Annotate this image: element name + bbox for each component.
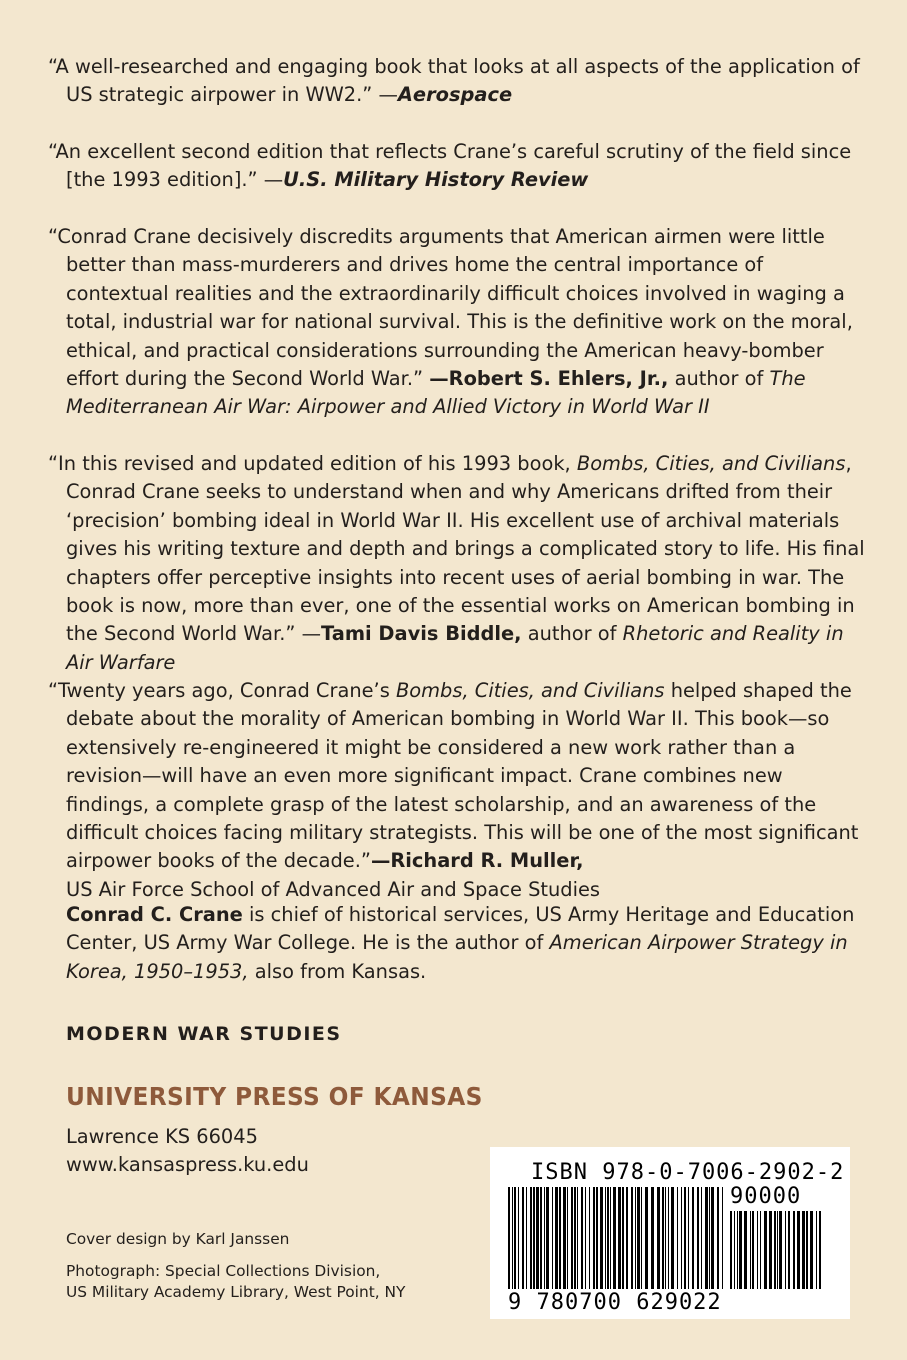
quote-author: —Richard R. Muller, <box>370 849 584 873</box>
barcode-bar <box>752 1211 754 1289</box>
quote-text: “A well-researched and engaging book that looks at all aspects of the application of US strategic airpower in WW2.” — <box>48 55 860 107</box>
barcode-bar <box>552 1187 553 1289</box>
barcode-bar <box>668 1187 669 1289</box>
barcode-bar <box>677 1187 678 1289</box>
barcode-bar <box>544 1187 545 1289</box>
quote-work-title: Rhetoric and Reality in Air Warfare <box>66 622 844 674</box>
barcode-bar <box>610 1187 611 1289</box>
barcode-bar <box>709 1187 710 1289</box>
barcode-bar <box>618 1187 621 1289</box>
barcode-bar <box>657 1187 660 1289</box>
barcode-bar <box>571 1187 573 1289</box>
quote-author: Tami Davis Biddle, <box>321 622 522 646</box>
author-bio <box>66 901 856 986</box>
barcode-bar <box>635 1187 636 1289</box>
barcode-bar <box>536 1187 539 1289</box>
barcode-bar <box>514 1187 516 1289</box>
barcode-bar <box>533 1187 535 1289</box>
barcode-bar <box>701 1187 702 1289</box>
author-name: Conrad C. Crane <box>66 903 243 926</box>
review-quote-biddle <box>48 450 866 677</box>
quote-text: “An excellent second edition that reflects Crane’s careful scrutiny of the field since [the 1993 edition].” — <box>48 140 852 192</box>
barcode-bar <box>645 1187 648 1289</box>
barcode-bar <box>626 1187 628 1289</box>
barcode-bar <box>705 1187 708 1289</box>
barcode-bar <box>684 1187 686 1289</box>
ean-digits: 9 780700 629022 <box>508 1290 722 1315</box>
barcode-bar <box>744 1211 747 1289</box>
isbn-barcode-panel <box>490 1147 850 1319</box>
barcode-bar <box>540 1187 542 1289</box>
barcode-bar <box>567 1187 568 1289</box>
barcode-bar <box>522 1187 524 1289</box>
publisher-address: Lawrence KS 66045 <box>66 1125 258 1148</box>
review-quote-ehlers <box>48 223 866 422</box>
photo-credit-line-1: Photograph: Special Collections Division, <box>66 1262 381 1280</box>
barcode-bar <box>593 1187 595 1289</box>
cover-design-credit: Cover design by Karl Janssen <box>66 1230 290 1248</box>
barcode-bar <box>631 1187 633 1289</box>
barcode-bar <box>739 1211 742 1289</box>
quote-author-suffix: author of <box>668 367 770 391</box>
quote-book-title: Bombs, Cities, and Civilians <box>576 452 846 475</box>
barcode-bar <box>508 1187 510 1289</box>
barcode-bar <box>555 1187 558 1289</box>
barcode-bar <box>681 1187 682 1289</box>
quote-author-affiliation: US Air Force School of Advanced Air and Space Studies <box>66 877 601 901</box>
review-quote-muller <box>48 677 866 904</box>
bio-text: also from Kansas. <box>248 959 427 983</box>
barcode-bar <box>596 1187 598 1289</box>
barcode-bar <box>637 1187 640 1289</box>
barcode-bar <box>622 1187 624 1289</box>
barcode-bar <box>589 1187 590 1289</box>
series-title: MODERN WAR STUDIES <box>66 1023 342 1045</box>
barcode-bar <box>737 1211 738 1289</box>
review-quote-military-history <box>48 138 866 195</box>
barcode-bar <box>734 1211 735 1289</box>
quote-source: U.S. Military History Review <box>283 168 589 192</box>
barcode-bar <box>546 1187 549 1289</box>
isbn-label: ISBN 978-0-7006-2902-2 <box>531 1160 845 1185</box>
barcode-bar <box>816 1211 817 1289</box>
barcode-bar <box>730 1211 732 1289</box>
barcode-bar <box>819 1211 821 1289</box>
barcode-bar <box>600 1187 603 1289</box>
barcode-bar <box>750 1211 751 1289</box>
barcode-bar <box>764 1211 767 1289</box>
barcode-bar <box>810 1211 813 1289</box>
quote-text: helped shaped the debate about the morality of American bombing in World War II. This book—so extensively re-engineered it might be considered a new work rather than a revision—will have an even more significant impact. Crane combines new findings, a complete grasp of the latest scholarship, and an awareness of the difficult choices facing military strategists. This will be one of the most significant airpower books of the decade.” <box>66 679 859 873</box>
barcode-bar <box>688 1187 689 1289</box>
barcode-bar <box>577 1187 578 1289</box>
barcode-bar <box>530 1187 532 1289</box>
barcode-bar <box>563 1187 566 1289</box>
quote-text: “Twenty years ago, Conrad Crane’s <box>48 679 396 702</box>
barcode-bar <box>581 1187 583 1289</box>
barcode-bar <box>785 1211 786 1289</box>
quote-author-suffix: author of <box>521 622 623 646</box>
barcode-bar <box>711 1187 714 1289</box>
publisher-name: UNIVERSITY PRESS OF KANSAS <box>66 1082 483 1111</box>
barcode-bar <box>692 1187 694 1289</box>
barcode-bar <box>518 1187 519 1289</box>
barcode-bar <box>607 1187 609 1289</box>
addon-barcode-bars <box>730 1211 821 1289</box>
ean-barcode-bars <box>508 1187 723 1289</box>
barcode-bar <box>662 1187 664 1289</box>
barcode-bar <box>793 1211 795 1289</box>
barcode-bar <box>526 1187 527 1289</box>
barcode-bar <box>788 1211 790 1289</box>
review-quote-aerospace <box>48 53 866 110</box>
barcode-bar <box>797 1211 800 1289</box>
barcode-bar <box>585 1187 586 1289</box>
barcode-bar <box>774 1211 776 1289</box>
barcode-bar <box>641 1187 642 1289</box>
quote-author: —Robert S. Ehlers, Jr., <box>429 367 669 391</box>
quote-source: Aerospace <box>397 83 513 107</box>
bio-text: is chief of historical services, US Army Heritage and Education Center, US Army War College. He is the author of <box>66 903 855 955</box>
barcode-bar <box>806 1211 808 1289</box>
barcode-bar <box>574 1187 576 1289</box>
bio-book-title: American Airpower Strategy in Korea, 1950–1953, <box>66 931 848 983</box>
barcode-bar <box>512 1187 513 1289</box>
barcode-bar <box>665 1187 666 1289</box>
quote-text: “Conrad Crane decisively discredits arguments that American airmen were little better than mass-murderers and drives home the central importance of contextual realities and the extraordinarily difficult choices involved in waging a total, industrial war for national survival. This is the definitive work on the moral, ethical, and practical considerations surrounding the American heavy-bomber effort during the Second World War.” <box>48 225 853 391</box>
barcode-bar <box>671 1187 674 1289</box>
barcode-bar <box>651 1187 654 1289</box>
barcode-bar <box>605 1187 606 1289</box>
barcode-bar <box>717 1187 719 1289</box>
photo-credit-line-2: US Military Academy Library, West Point, NY <box>66 1283 406 1301</box>
barcode-bar <box>769 1211 772 1289</box>
quote-work-title: The Mediterranean Air War: Airpower and Allied Victory in World War II <box>66 367 806 419</box>
price-code-label: 90000 <box>730 1184 802 1209</box>
barcode-bar <box>760 1211 761 1289</box>
barcode-bar <box>697 1187 699 1289</box>
barcode-bar <box>777 1211 778 1289</box>
quote-book-title: Bombs, Cities, and Civilians <box>395 679 665 702</box>
barcode-bar <box>779 1211 782 1289</box>
barcode-bar <box>613 1187 616 1289</box>
quote-text: “In this revised and updated edition of his 1993 book, <box>48 452 577 475</box>
publisher-website[interactable]: www.kansaspress.ku.edu <box>66 1153 309 1176</box>
barcode-bar <box>802 1211 805 1289</box>
barcode-bar <box>559 1187 561 1289</box>
barcode-bar <box>722 1187 723 1289</box>
quote-text: , Conrad Crane seeks to understand when and why Americans drifted from their ‘precision’ bombing ideal in World War II. His excellent use of archival materials gives his writing texture and depth and brings a complicated story to life. His final chapters offer perceptive insights into recent uses of aerial bombing in war. The book is now, more than ever, one of the essential works on American bombing in the Second World War.” — <box>66 452 865 646</box>
barcode-bar <box>757 1211 758 1289</box>
